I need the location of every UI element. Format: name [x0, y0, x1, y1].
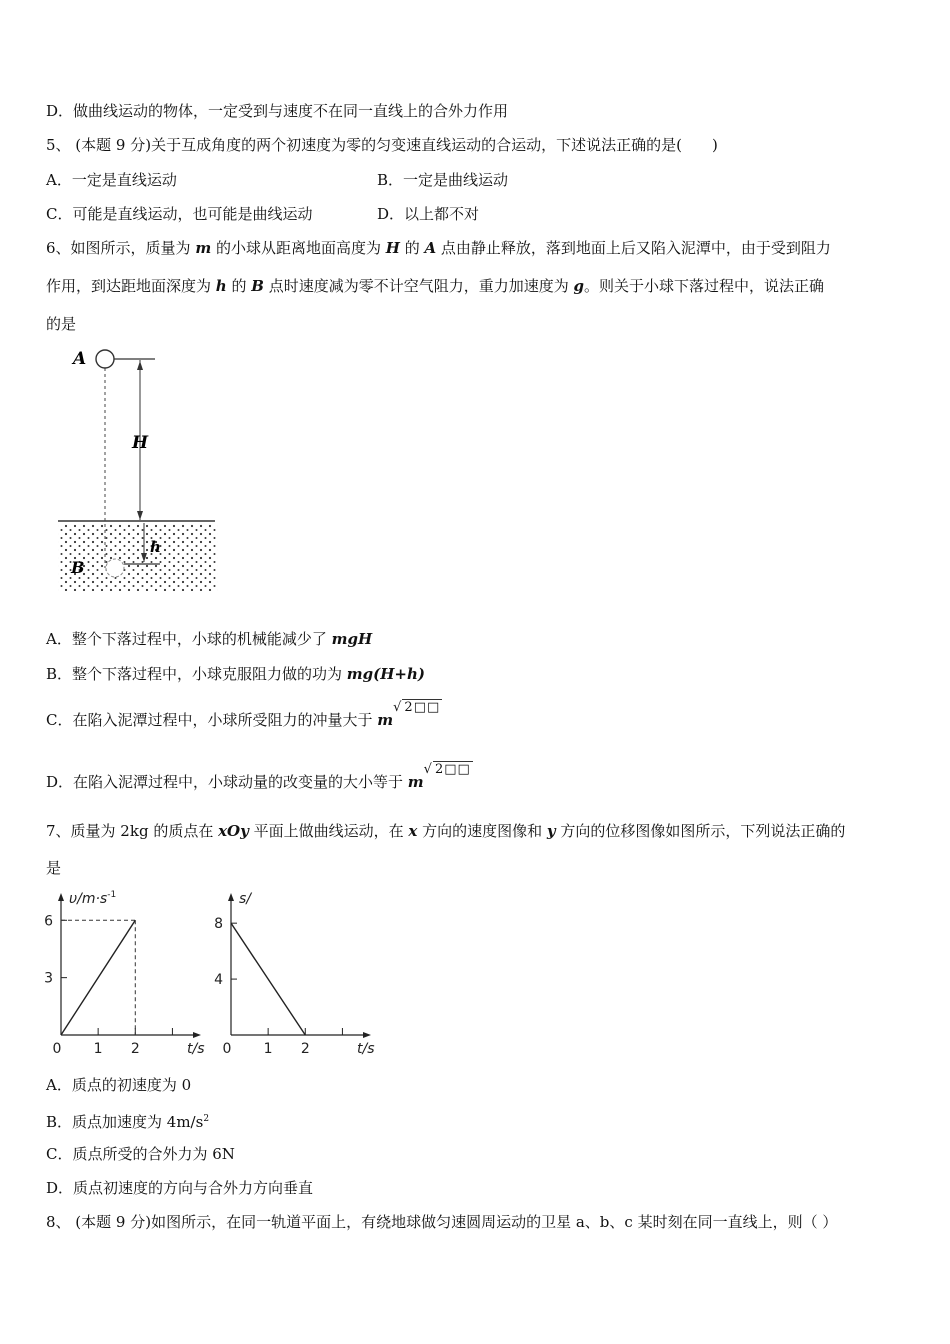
- y-tick-label: 4: [214, 972, 223, 989]
- series-line: [61, 920, 135, 1035]
- q5-stem: 5、 (本题 9 分)关于互成角度的两个初速度为零的匀变速直线运动的合运动，下述说法正确的是( ): [46, 136, 718, 154]
- y-axis-arrow: [58, 893, 64, 901]
- x-axis-label: t/s: [357, 1041, 375, 1057]
- label-capital-h: H: [132, 433, 149, 453]
- h-arrow-up: [137, 361, 143, 370]
- q7-option-a: A．质点的初速度为 0: [46, 1076, 192, 1094]
- q7-option-c: C．质点所受的合外力为 6N: [46, 1145, 235, 1163]
- x-axis-label: t/s: [187, 1041, 205, 1057]
- y-tick-label: 6: [44, 913, 53, 930]
- ball-b: [106, 559, 124, 577]
- ball-a: [96, 350, 114, 368]
- q5-option-d: D．以上都不对: [377, 205, 480, 223]
- y-axis-label: s/: [239, 891, 252, 907]
- q6-stem-line1: 6、如图所示，质量为 m 的小球从距离地面高度为 H 的 A 点由静止释放，落到地面上后又陷入泥潭中，由于受到阻力: [46, 239, 831, 257]
- x-tick-label: 2: [130, 1041, 140, 1057]
- q6-stem-line2: 作用，到达距地面深度为 h 的 B 点时速度减为零不计空气阻力，重力加速度为 g。则关于小球下落过程中，说法正确: [46, 277, 824, 295]
- q6-option-b: B．整个下落过程中，小球克服阻力做的功为 mg(H+h): [46, 665, 425, 683]
- q7-option-d: D．质点初速度的方向与合外力方向垂直: [46, 1179, 314, 1197]
- y-tick-label: 3: [44, 970, 53, 987]
- velocity-time-chart: [35, 885, 205, 1065]
- x-tick-label: 0: [222, 1041, 232, 1057]
- q8-stem: 8、 (本题 9 分)如图所示，在同一轨道平面上，有绕地球做匀速圆周运动的卫星 a、b、c 某时刻在同一直线上，则（ ）: [46, 1213, 838, 1231]
- label-small-h: h: [150, 538, 161, 556]
- label-a: A: [73, 349, 87, 369]
- x-tick-label: 1: [93, 1041, 103, 1057]
- series-line: [231, 923, 305, 1035]
- q5-option-c: C．可能是直线运动，也可能是曲线运动: [46, 205, 313, 223]
- q5-option-b: B．一定是曲线运动: [377, 171, 509, 189]
- y-tick-label: 8: [214, 916, 223, 933]
- q6-option-a: A．整个下落过程中，小球的机械能减少了 mgH: [46, 630, 373, 648]
- sqrt-expression: √ 2□□: [393, 700, 441, 715]
- q7-option-b: B．质点加速度为 $4m/s^2$: [46, 1113, 210, 1131]
- x-axis-arrow: [363, 1032, 371, 1038]
- h-arrow-down: [137, 511, 143, 520]
- label-b: B: [71, 558, 85, 577]
- q7-stem-line1: 7、质量为 2kg 的质点在 xOy 平面上做曲线运动，在 x 方向的速度图像和 y 方向的位移图像如图所示，下列说法正确的: [46, 822, 846, 840]
- sqrt-expression: √ 2□□: [423, 762, 471, 777]
- x-tick-label: 1: [263, 1041, 273, 1057]
- y-axis-arrow: [228, 893, 234, 901]
- displacement-time-chart: [205, 885, 375, 1065]
- mud-region: [58, 523, 218, 591]
- x-tick-label: 0: [52, 1041, 62, 1057]
- q6-option-d: D．在陷入泥潭过程中，小球动量的改变量的大小等于 m√ 2□□: [46, 762, 471, 791]
- q6-stem-line3: 的是: [46, 315, 77, 333]
- q6-figure: [55, 340, 225, 600]
- y-axis-label: $\upsilon/m\cdot s^{-1}$: [69, 890, 117, 907]
- q6-option-c: C．在陷入泥潭过程中，小球所受阻力的冲量大于 m√ 2□□: [46, 700, 441, 729]
- x-tick-label: 2: [300, 1041, 310, 1057]
- x-axis-arrow: [193, 1032, 201, 1038]
- q5-option-a: A．一定是直线运动: [46, 171, 177, 189]
- q4-option-d: D．做曲线运动的物体，一定受到与速度不在同一直线上的合外力作用: [46, 102, 509, 120]
- q7-stem-line2: 是: [46, 859, 62, 877]
